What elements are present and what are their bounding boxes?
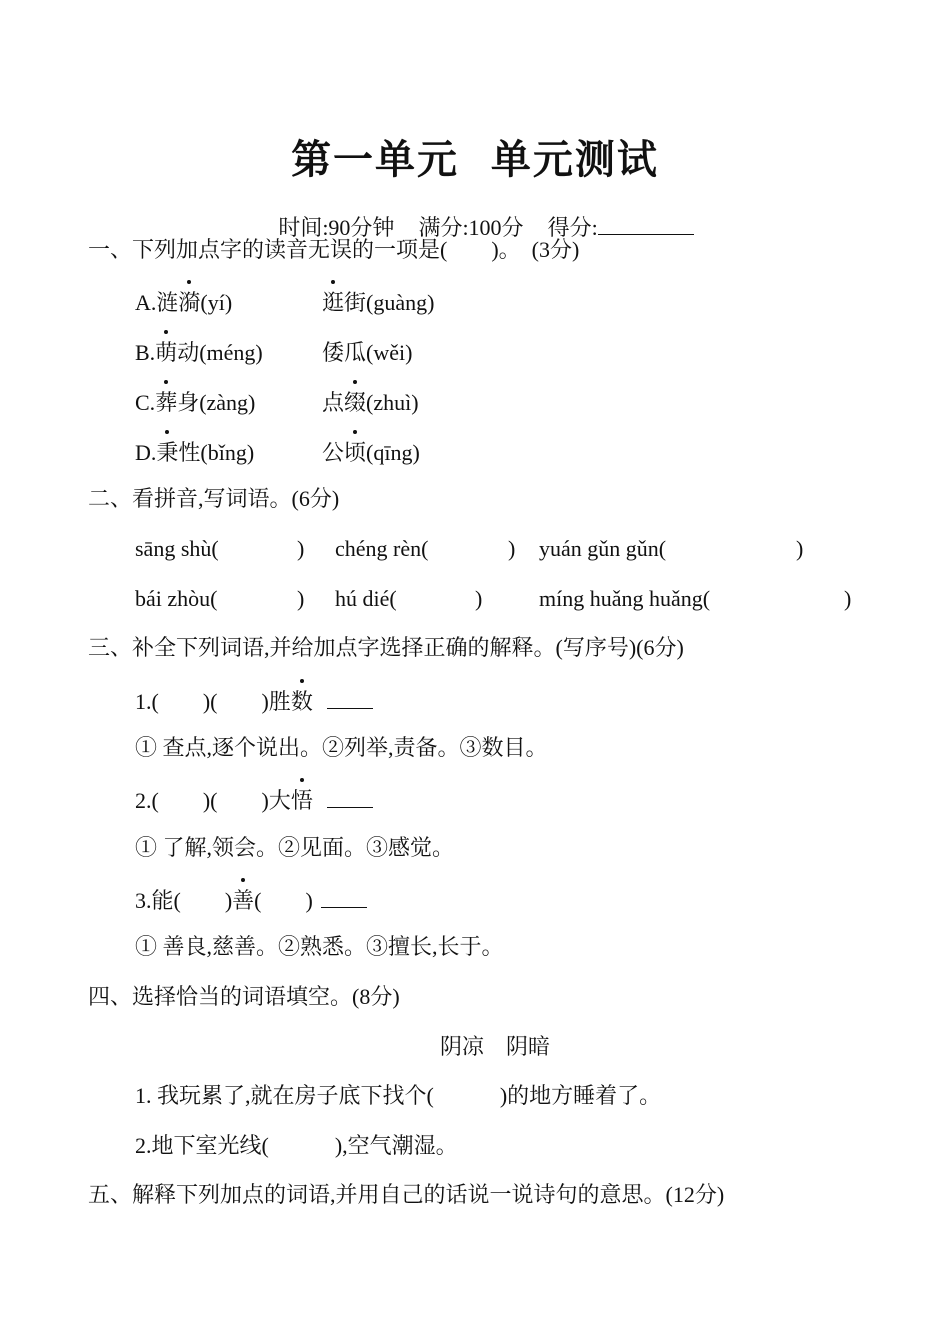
q4-sentence-2: 2.地下室光线( ),空气潮湿。 — [135, 1133, 458, 1158]
time-limit: 时间:90分钟 — [278, 215, 395, 240]
q3-options-2: ① 了解,领会。②见面。③感觉。 — [135, 835, 455, 860]
q3-answer-blank-1[interactable] — [327, 688, 373, 709]
pinyin-3-close[interactable]: ) — [796, 536, 804, 561]
pinyin-3: yuán gǔn gǔn( — [539, 536, 667, 561]
q3-answer-blank-3[interactable] — [321, 887, 367, 908]
q4-word-bank: 阴凉 阴暗 — [440, 1034, 551, 1059]
q5-heading: 五、解释下列加点的词语,并用自己的话说一说诗句的意思。(12分) — [88, 1182, 725, 1207]
q1-option-c2: 点缀(zhuì) — [322, 390, 419, 415]
q3-options-3: ① 善良,慈善。②熟悉。③擅长,长于。 — [135, 934, 504, 959]
pinyin-1: sāng shù( — [135, 536, 219, 561]
q1-option-d2: 公顷(qīng) — [322, 440, 420, 465]
pinyin-4: bái zhòu( — [135, 586, 218, 611]
q3-heading: 三、补全下列词语,并给加点字选择正确的解释。(写序号)(6分) — [88, 635, 684, 660]
score-blank[interactable] — [598, 214, 694, 235]
score-label: 得分: — [547, 215, 598, 240]
q3-item-3: 3.能( )善( ) — [135, 887, 367, 915]
full-score: 满分:100分 — [418, 215, 524, 240]
pinyin-6: míng huǎng huǎng( — [539, 586, 711, 611]
q4-heading: 四、选择恰当的词语填空。(8分) — [88, 984, 400, 1009]
pinyin-4-close[interactable]: ) — [297, 586, 305, 611]
q3-item-1: 1.( )( )胜数 — [135, 688, 373, 716]
pinyin-1-close[interactable]: ) — [297, 536, 305, 561]
q4-sentence-1: 1. 我玩累了,就在房子底下找个( )的地方睡着了。 — [135, 1083, 662, 1108]
pinyin-2-close[interactable]: ) — [508, 536, 516, 561]
q1-option-a1: A.涟漪(yí) — [135, 290, 233, 315]
q3-item-2: 2.( )( )大悟 — [135, 787, 373, 815]
pinyin-6-close[interactable]: ) — [844, 586, 852, 611]
pinyin-2: chéng rèn( — [335, 536, 429, 561]
q1-option-b1: B.萌动(méng) — [135, 340, 263, 365]
q3-answer-blank-2[interactable] — [327, 787, 373, 808]
q1-option-b2: 倭瓜(wěi) — [322, 340, 413, 365]
pinyin-5: hú dié( — [335, 586, 397, 611]
q1-option-c1: C.葬身(zàng) — [135, 390, 256, 415]
q1-heading: 一、下列加点字的读音无误的一项是( )。 (3分) — [88, 237, 580, 262]
q1-option-a2: 逛街(guàng) — [322, 290, 435, 315]
q1-option-d1: D.秉性(bǐng) — [135, 440, 255, 465]
q3-options-1: ① 查点,逐个说出。②列举,责备。③数目。 — [135, 735, 548, 760]
pinyin-5-close[interactable]: ) — [475, 586, 483, 611]
page-title: 第一单元 单元测试 — [291, 137, 659, 183]
q2-heading: 二、看拼音,写词语。(6分) — [88, 486, 340, 511]
